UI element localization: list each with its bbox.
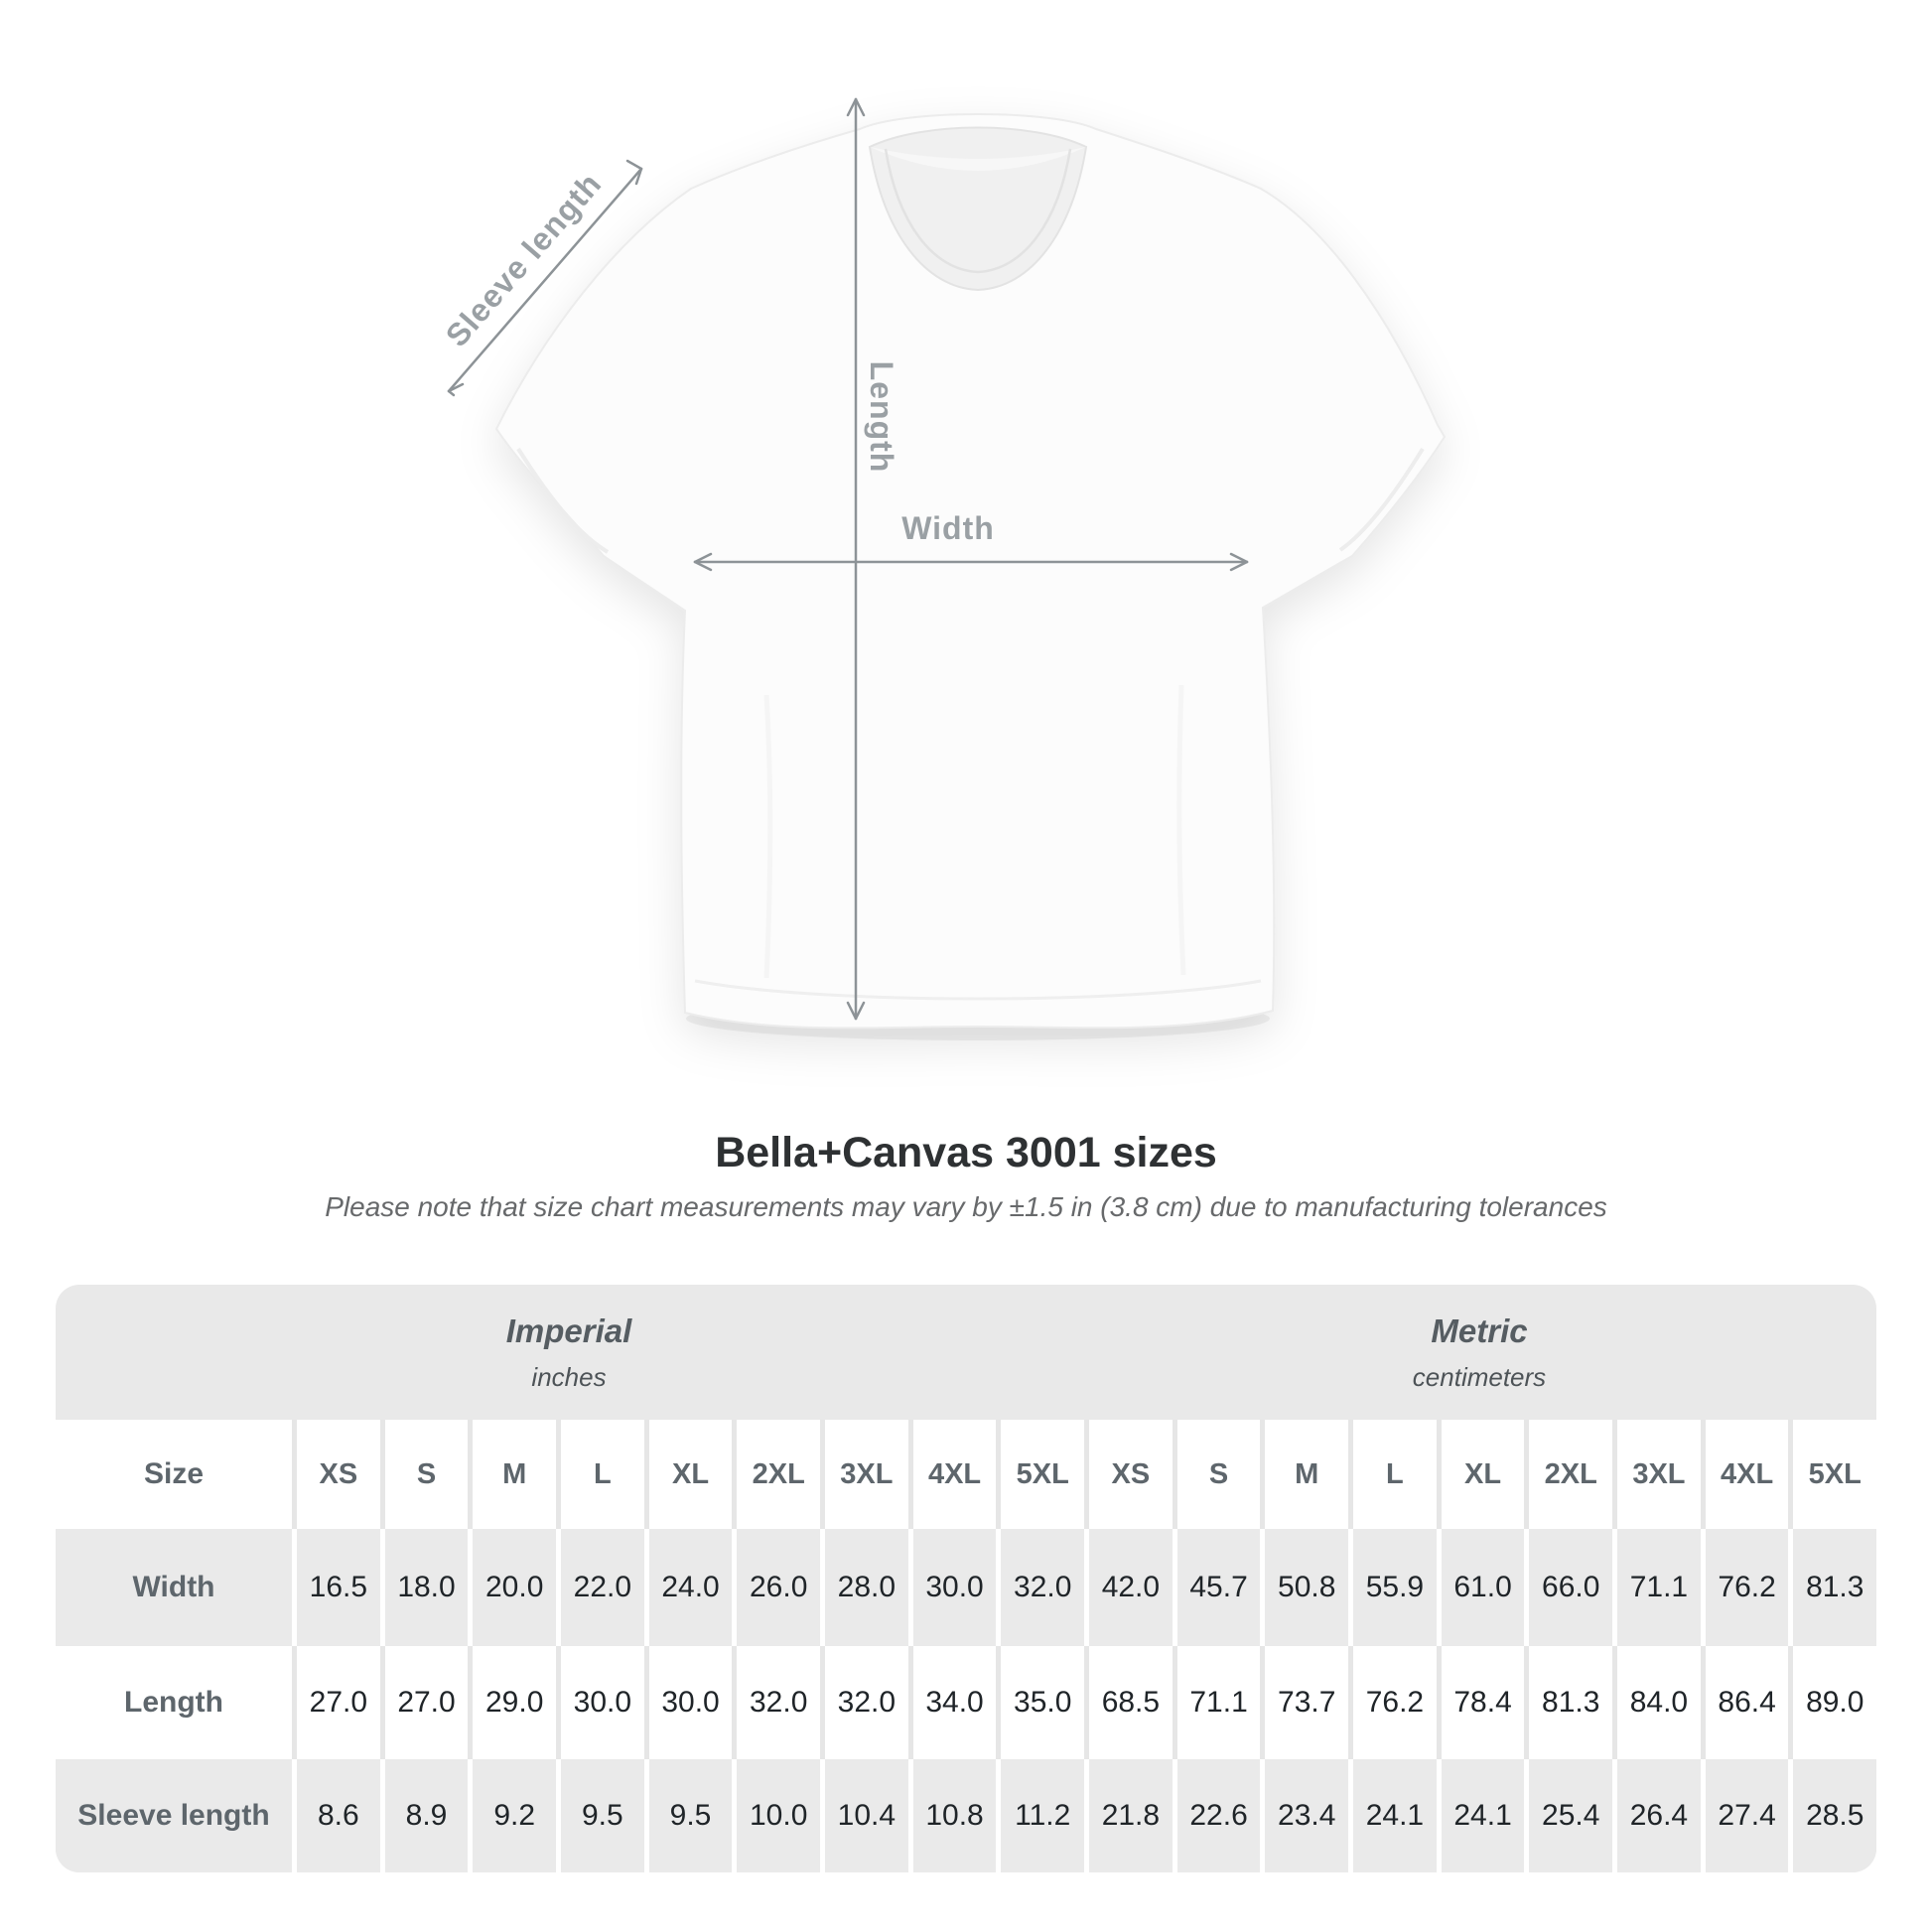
metric-header-group: [1082, 1285, 1876, 1420]
measurement-value: 26.0: [750, 1571, 808, 1603]
table-row-length: [56, 1646, 1876, 1759]
measurement-value: 55.9: [1365, 1571, 1425, 1603]
metric-label: Metric: [1431, 1311, 1528, 1349]
row-label-length: Length: [124, 1686, 223, 1719]
measurement-value: 32.0: [837, 1686, 897, 1719]
measurement-value: 24.1: [1453, 1799, 1512, 1832]
measurement-value: 50.8: [1278, 1571, 1336, 1603]
measurement-value: 71.1: [1629, 1571, 1689, 1603]
size-column-header: XS: [319, 1457, 358, 1490]
metric-unit-label: centimeters: [1412, 1361, 1547, 1392]
measurement-value: 10.8: [925, 1799, 984, 1832]
measurement-value: 24.1: [1365, 1799, 1425, 1832]
sleeve-length-label: Sleeve length: [438, 165, 609, 353]
measurement-value: 24.0: [661, 1571, 720, 1603]
measurement-value: 22.0: [573, 1571, 632, 1603]
measurement-value: 16.5: [309, 1571, 368, 1603]
heading-block: [0, 1128, 1932, 1223]
table-size-row: [56, 1420, 1876, 1529]
imperial-header-group: [56, 1285, 1082, 1420]
measurement-value: 81.3: [1806, 1571, 1864, 1603]
size-column-header: 3XL: [1632, 1457, 1686, 1490]
measurement-value: 23.4: [1278, 1799, 1336, 1832]
measurement-value: 20.0: [484, 1571, 544, 1603]
table-row-width: [56, 1529, 1876, 1646]
measurement-value: 76.2: [1718, 1571, 1776, 1603]
size-column-header: 4XL: [927, 1457, 982, 1490]
measurement-value: 10.0: [750, 1799, 808, 1832]
size-column-header: 3XL: [840, 1457, 894, 1490]
measurement-value: 61.0: [1453, 1571, 1512, 1603]
tolerance-note: Please note that size chart measurements may vary by ±1.5 in (3.8 cm) due to manufacturing tolerances: [325, 1191, 1607, 1222]
measurement-value: 66.0: [1542, 1571, 1600, 1603]
measurement-value: 86.4: [1718, 1686, 1776, 1719]
measurement-value: 42.0: [1101, 1571, 1161, 1603]
measurement-value: 21.8: [1101, 1799, 1161, 1832]
size-column-header: 5XL: [1808, 1457, 1862, 1490]
measurement-value: 35.0: [1014, 1686, 1072, 1719]
measurement-value: 18.0: [397, 1571, 456, 1603]
tshirt-illustration: [496, 114, 1445, 1028]
table-units-header: [56, 1285, 1876, 1420]
measurement-value: 30.0: [925, 1571, 984, 1603]
measurement-value: 73.7: [1278, 1686, 1336, 1719]
size-column-header: XL: [671, 1457, 710, 1490]
measurement-value: 11.2: [1015, 1799, 1071, 1832]
size-column-header: L: [593, 1457, 612, 1490]
page-title: Bella+Canvas 3001 sizes: [715, 1129, 1217, 1176]
measurement-value: 71.1: [1189, 1686, 1248, 1719]
size-column-header: XS: [1111, 1457, 1151, 1490]
size-table: [56, 1285, 1876, 1872]
measurement-value: 89.0: [1806, 1686, 1864, 1719]
measurement-value: 27.4: [1718, 1799, 1776, 1832]
measurement-value: 9.2: [493, 1799, 536, 1832]
measurement-value: 76.2: [1365, 1686, 1425, 1719]
row-label-sleeve-length: Sleeve length: [77, 1799, 270, 1832]
size-row-label: Size: [143, 1457, 205, 1490]
measurement-value: 81.3: [1542, 1686, 1600, 1719]
measurement-value: 45.7: [1189, 1571, 1248, 1603]
size-column-header: M: [502, 1457, 527, 1490]
measurement-value: 68.5: [1101, 1686, 1161, 1719]
measurement-value: 9.5: [581, 1799, 623, 1832]
width-label: Width: [901, 510, 995, 546]
size-column-header: L: [1386, 1457, 1404, 1490]
measurement-value: 30.0: [661, 1686, 720, 1719]
measurement-value: 10.4: [837, 1799, 897, 1832]
imperial-unit-label: inches: [531, 1361, 607, 1392]
size-column-header: XL: [1464, 1457, 1502, 1490]
measurement-value: 9.5: [669, 1799, 712, 1832]
measurement-value: 27.0: [397, 1686, 456, 1719]
size-column-header: M: [1295, 1457, 1319, 1490]
size-column-header: 2XL: [1544, 1457, 1597, 1490]
measurement-value: 32.0: [750, 1686, 808, 1719]
measurement-value: 26.4: [1629, 1799, 1689, 1832]
measurement-value: 29.0: [484, 1686, 544, 1719]
measurement-value: 28.0: [837, 1571, 897, 1603]
measurement-value: 8.9: [405, 1799, 448, 1832]
measurement-value: 34.0: [925, 1686, 984, 1719]
measurement-value: 27.0: [309, 1686, 368, 1719]
measurement-value: 8.6: [317, 1799, 359, 1832]
table-row-sleeve-length: [56, 1759, 1876, 1872]
imperial-label: Imperial: [505, 1311, 632, 1349]
size-column-header: 4XL: [1720, 1457, 1774, 1490]
measurement-value: 84.0: [1629, 1686, 1689, 1719]
size-column-header: 2XL: [752, 1457, 805, 1490]
size-column-header: S: [416, 1457, 437, 1490]
measurement-value: 28.5: [1806, 1799, 1864, 1832]
measurement-value: 78.4: [1453, 1686, 1512, 1719]
size-column-header: S: [1208, 1457, 1229, 1490]
size-column-header: 5XL: [1016, 1457, 1069, 1490]
measurement-value: 30.0: [573, 1686, 632, 1719]
length-label: Length: [864, 360, 899, 474]
row-label-width: Width: [132, 1571, 215, 1603]
measurement-value: 22.6: [1189, 1799, 1248, 1832]
measurement-value: 32.0: [1014, 1571, 1072, 1603]
measurement-value: 25.4: [1542, 1799, 1600, 1832]
